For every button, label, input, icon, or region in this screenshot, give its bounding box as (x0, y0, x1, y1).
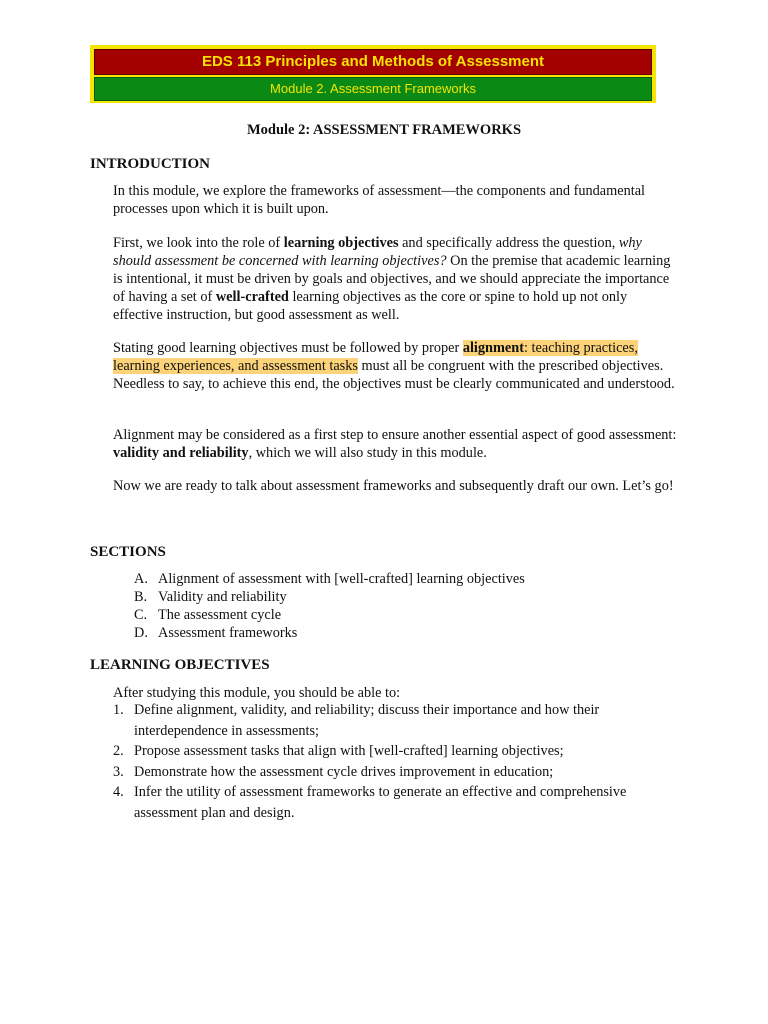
intro-paragraph-3: Stating good learning objectives must be followed by proper alignment: teaching practices, learning experiences, and assessment tasks must all be congruent with the prescribed objectives. Needless to say, to achieve this end, the objectives must be clearly communicated and understood. (113, 340, 675, 392)
objectives-intro: After studying this module, you should be able to: (113, 685, 401, 701)
section-marker: A. (134, 571, 148, 587)
section-item (134, 624, 525, 642)
introduction-heading: INTRODUCTION (90, 156, 211, 172)
objective-item (113, 741, 673, 762)
objective-item (113, 782, 673, 823)
course-title: EDS 113 Principles and Methods of Assessment (94, 49, 652, 75)
section-text: Validity and reliability (158, 589, 287, 605)
intro-paragraph-2: First, we look into the role of learning objectives and specifically address the question, why should assessment be concerned with learning objectives? On the premise that academic learning is intentional, it must be driven by goals and objectives, and we should appreciate the importance of having a set of well-crafted learning objectives as the core or spine to hold up not only effective instruction, but good assessment as well. (113, 235, 671, 323)
intro-paragraph-1: In this module, we explore the frameworks of assessment—the components and fundamental processes upon which it is built upon. (113, 183, 646, 217)
objectives-list (113, 700, 673, 823)
objective-number: 1. (113, 702, 124, 718)
objective-number: 2. (113, 743, 124, 759)
section-text: Assessment frameworks (158, 625, 298, 641)
section-item (134, 588, 525, 606)
sections-list (134, 570, 525, 642)
module-subtitle: Module 2. Assessment Frameworks (94, 77, 652, 101)
intro-paragraph-4: Alignment may be considered as a first step to ensure another essential aspect of good assessment: validity and reliability, which we will also study in this module. (113, 427, 677, 461)
section-text: Alignment of assessment with [well-crafted] learning objectives (158, 571, 525, 587)
highlight-phrase: : teaching practices, learning experiences, and assessment tasks (113, 340, 638, 374)
objective-text: Define alignment, validity, and reliability; discuss their importance and how their interdependence in assessments; (134, 702, 600, 739)
objective-text: Demonstrate how the assessment cycle drives improvement in education; (134, 763, 554, 780)
section-text: The assessment cycle (158, 607, 282, 623)
section-item (134, 606, 525, 624)
sections-heading: SECTIONS (90, 544, 166, 560)
objective-text: Infer the utility of assessment frameworks to generate an effective and comprehensive assessment plan and design. (134, 784, 627, 821)
course-banner (90, 45, 656, 103)
section-marker: B. (134, 589, 148, 605)
section-marker: D. (134, 625, 148, 641)
objective-number: 4. (113, 784, 124, 800)
learning-objectives-heading: LEARNING OBJECTIVES (90, 657, 270, 673)
highlight-alignment: alignment (462, 340, 524, 356)
intro-paragraph-5: Now we are ready to talk about assessment frameworks and subsequently draft our own. Let’s go! (113, 478, 674, 494)
objective-text: Propose assessment tasks that align with [well-crafted] learning objectives; (134, 743, 564, 759)
objective-number: 3. (113, 763, 124, 780)
page-title: Module 2: ASSESSMENT FRAMEWORKS (246, 122, 522, 138)
section-item (134, 570, 525, 588)
objective-item (113, 762, 673, 783)
objective-item (113, 700, 673, 741)
section-marker: C. (134, 607, 148, 623)
